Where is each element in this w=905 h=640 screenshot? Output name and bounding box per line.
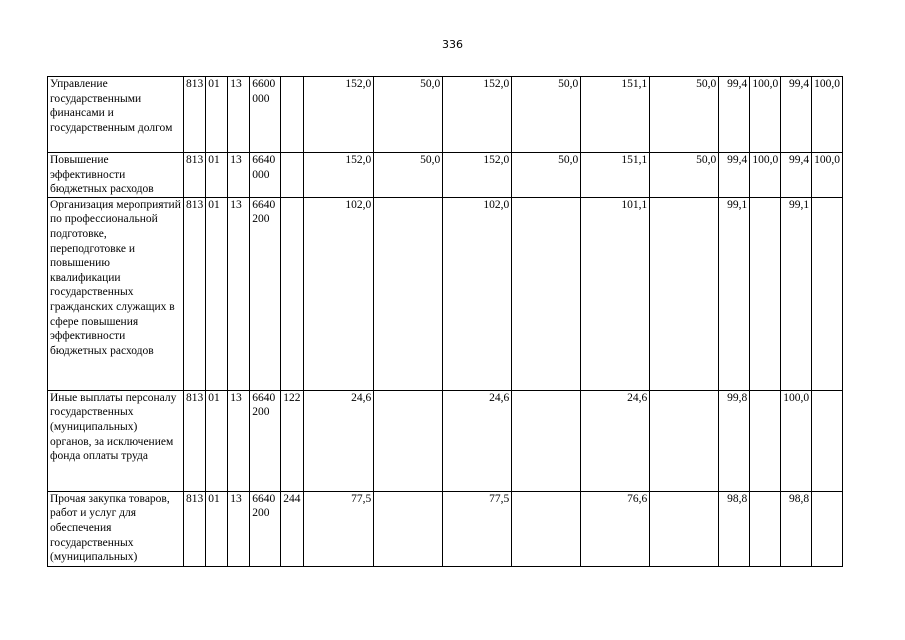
approved-federal-cell [512, 390, 581, 491]
table-row [48, 390, 843, 491]
approved-total-cell: 77,5 [443, 491, 512, 566]
pct-plan-total-cell: 98,8 [719, 491, 750, 566]
plan-federal-cell [374, 491, 443, 566]
target-article-code-cell: 6640 200 [250, 491, 281, 566]
ministry-code-cell: 813 [184, 197, 206, 390]
executed-total-cell: 101,1 [581, 197, 650, 390]
executed-federal-cell [650, 197, 719, 390]
executed-federal-cell: 50,0 [650, 153, 719, 198]
ministry-code-cell: 813 [184, 153, 206, 198]
ministry-code-cell: 813 [184, 491, 206, 566]
budget-table [47, 76, 843, 567]
table-row [48, 153, 843, 198]
section-code-cell: 01 [206, 77, 228, 153]
row-name: Иные выплаты персоналу государственных (муниципальных) органов, за исключением фонда оплаты труда [48, 390, 184, 491]
plan-federal-cell [374, 390, 443, 491]
ministry-code-cell: 813 [184, 77, 206, 153]
row-name: Управление государственными финансами и государственным долгом [48, 77, 184, 153]
row-name: Прочая закупка товаров, работ и услуг для обеспечения государственных (муниципальных) [48, 491, 184, 566]
plan-federal-cell [374, 197, 443, 390]
subsection-code-cell: 13 [228, 197, 250, 390]
plan-total-cell: 24,6 [304, 390, 374, 491]
pct-approved-federal-cell: 100,0 [812, 153, 843, 198]
expense-type-code-cell [281, 197, 304, 390]
subsection-code-cell: 13 [228, 491, 250, 566]
subsection-code-cell: 13 [228, 390, 250, 491]
executed-total-cell: 76,6 [581, 491, 650, 566]
ministry-code-cell: 813 [184, 390, 206, 491]
executed-federal-cell: 50,0 [650, 77, 719, 153]
section-code-cell: 01 [206, 491, 228, 566]
target-article-code-cell: 6640 000 [250, 153, 281, 198]
approved-federal-cell: 50,0 [512, 77, 581, 153]
table-row [48, 197, 843, 390]
target-article-code-cell: 6600 000 [250, 77, 281, 153]
expense-type-code-cell: 244 [281, 491, 304, 566]
subsection-code-cell: 13 [228, 77, 250, 153]
executed-federal-cell [650, 390, 719, 491]
pct-approved-total-cell: 100,0 [781, 390, 812, 491]
plan-total-cell: 77,5 [304, 491, 374, 566]
pct-plan-federal-cell: 100,0 [750, 153, 781, 198]
plan-total-cell: 152,0 [304, 77, 374, 153]
page-number: 336 [442, 38, 463, 51]
pct-approved-federal-cell [812, 491, 843, 566]
section-code-cell: 01 [206, 197, 228, 390]
pct-plan-federal-cell [750, 491, 781, 566]
expense-type-code-cell: 122 [281, 390, 304, 491]
pct-approved-total-cell: 98,8 [781, 491, 812, 566]
approved-federal-cell [512, 491, 581, 566]
pct-plan-total-cell: 99,8 [719, 390, 750, 491]
executed-total-cell: 24,6 [581, 390, 650, 491]
plan-federal-cell: 50,0 [374, 77, 443, 153]
row-name: Организация мероприятий по профессиональной подготовке, переподготовке и повышению квалификации государственных гражданских служащих в сфере повышения эффективности бюджетных расходов [48, 197, 184, 390]
approved-total-cell: 24,6 [443, 390, 512, 491]
plan-federal-cell: 50,0 [374, 153, 443, 198]
pct-approved-federal-cell [812, 390, 843, 491]
table-row [48, 491, 843, 566]
pct-plan-total-cell: 99,4 [719, 77, 750, 153]
plan-total-cell: 102,0 [304, 197, 374, 390]
executed-total-cell: 151,1 [581, 77, 650, 153]
table-row [48, 77, 843, 153]
section-code-cell: 01 [206, 153, 228, 198]
approved-total-cell: 152,0 [443, 153, 512, 198]
pct-approved-total-cell: 99,4 [781, 77, 812, 153]
approved-total-cell: 102,0 [443, 197, 512, 390]
pct-plan-federal-cell [750, 197, 781, 390]
subsection-code-cell: 13 [228, 153, 250, 198]
approved-federal-cell: 50,0 [512, 153, 581, 198]
expense-type-code-cell [281, 153, 304, 198]
target-article-code-cell: 6640 200 [250, 390, 281, 491]
executed-federal-cell [650, 491, 719, 566]
pct-plan-total-cell: 99,4 [719, 153, 750, 198]
pct-plan-total-cell: 99,1 [719, 197, 750, 390]
pct-approved-total-cell: 99,1 [781, 197, 812, 390]
pct-approved-federal-cell [812, 197, 843, 390]
pct-plan-federal-cell: 100,0 [750, 77, 781, 153]
row-name: Повышение эффективности бюджетных расходов [48, 153, 184, 198]
executed-total-cell: 151,1 [581, 153, 650, 198]
approved-federal-cell [512, 197, 581, 390]
approved-total-cell: 152,0 [443, 77, 512, 153]
expense-type-code-cell [281, 77, 304, 153]
pct-approved-total-cell: 99,4 [781, 153, 812, 198]
pct-plan-federal-cell [750, 390, 781, 491]
section-code-cell: 01 [206, 390, 228, 491]
plan-total-cell: 152,0 [304, 153, 374, 198]
pct-approved-federal-cell: 100,0 [812, 77, 843, 153]
target-article-code-cell: 6640 200 [250, 197, 281, 390]
